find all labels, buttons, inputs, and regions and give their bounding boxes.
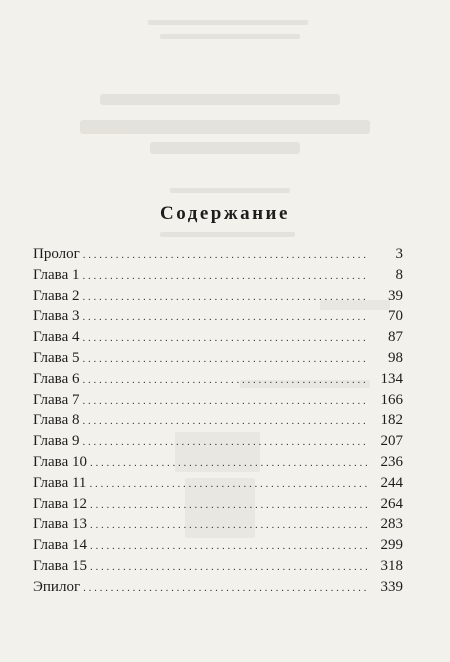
toc-entry [33,410,403,431]
toc-entry-label: Глава 10 [33,453,87,470]
dot-leader [82,287,369,308]
toc-entry-page-number: 166 [380,391,403,408]
toc-entry-label: Глава 11 [33,474,87,491]
dot-leader [90,557,369,578]
toc-entry [33,390,403,411]
dot-leader [82,349,369,370]
dot-leader [90,453,369,474]
toc-entry-page-number: 318 [380,557,403,574]
toc-entry-label: Глава 13 [33,516,87,533]
toc-entry-label: Глава 4 [33,329,80,346]
dot-leader [83,578,369,599]
toc-entry [33,348,403,369]
toc-entry-label: Глава 6 [33,370,80,387]
dot-leader [89,474,369,495]
toc-entry-page-number: 134 [380,370,403,387]
toc-entry-page-number: 3 [395,246,403,262]
dot-leader [82,370,369,391]
toc-entry-page-number: 339 [380,578,403,595]
dot-leader [82,307,369,328]
dot-leader [82,432,369,453]
toc-entry [33,431,403,452]
toc-entry-page-number: 182 [380,412,403,429]
toc-entry-label: Глава 3 [33,308,80,325]
toc-entry-page-number: 8 [395,266,403,283]
toc-entry [33,327,403,348]
toc-entry-page-number: 207 [380,433,403,450]
toc-entry-label: Глава 14 [33,537,87,554]
toc-entry-label: Глава 15 [33,557,87,574]
table-of-contents [33,244,403,598]
dot-leader [90,495,369,516]
toc-entry [33,577,403,598]
toc-entry [33,286,403,307]
toc-entry-label: Эпилог [33,578,81,595]
toc-entry [33,494,403,515]
toc-entry-label: Глава 5 [33,349,80,366]
dot-leader [90,536,369,557]
toc-entry-label: Глава 12 [33,495,87,512]
toc-entry [33,369,403,390]
toc-entry-label: Глава 2 [33,287,80,304]
dot-leader [90,515,369,536]
toc-entry-page-number: 244 [380,474,403,491]
toc-entry-label: Глава 9 [33,433,80,450]
toc-entry-page-number: 236 [380,453,403,470]
toc-entry-page-number: 39 [388,287,403,304]
toc-entry-page-number: 98 [388,349,403,366]
toc-entry-page-number: 87 [388,329,403,346]
toc-entry [33,306,403,327]
toc-entry-page-number: 70 [388,308,403,325]
dot-leader [82,411,369,432]
toc-entry-page-number: 283 [380,516,403,533]
toc-entry [33,473,403,494]
dot-leader [83,245,369,266]
toc-entry [33,535,403,556]
dot-leader [82,266,369,287]
dot-leader [82,391,369,412]
toc-entry [33,265,403,286]
toc-entry-label: Глава 7 [33,391,80,408]
toc-entry-page-number: 299 [380,537,403,554]
toc-entry-label: Глава 8 [33,412,80,429]
toc-entry-page-number: 264 [380,495,403,512]
contents-heading: Содержание [160,203,290,224]
toc-entry [33,452,403,473]
toc-entry-label: Пролог [33,246,80,262]
toc-entry [33,244,403,265]
toc-entry-label: Глава 1 [33,266,80,283]
dot-leader [82,328,369,349]
toc-entry [33,514,403,535]
toc-entry [33,556,403,577]
